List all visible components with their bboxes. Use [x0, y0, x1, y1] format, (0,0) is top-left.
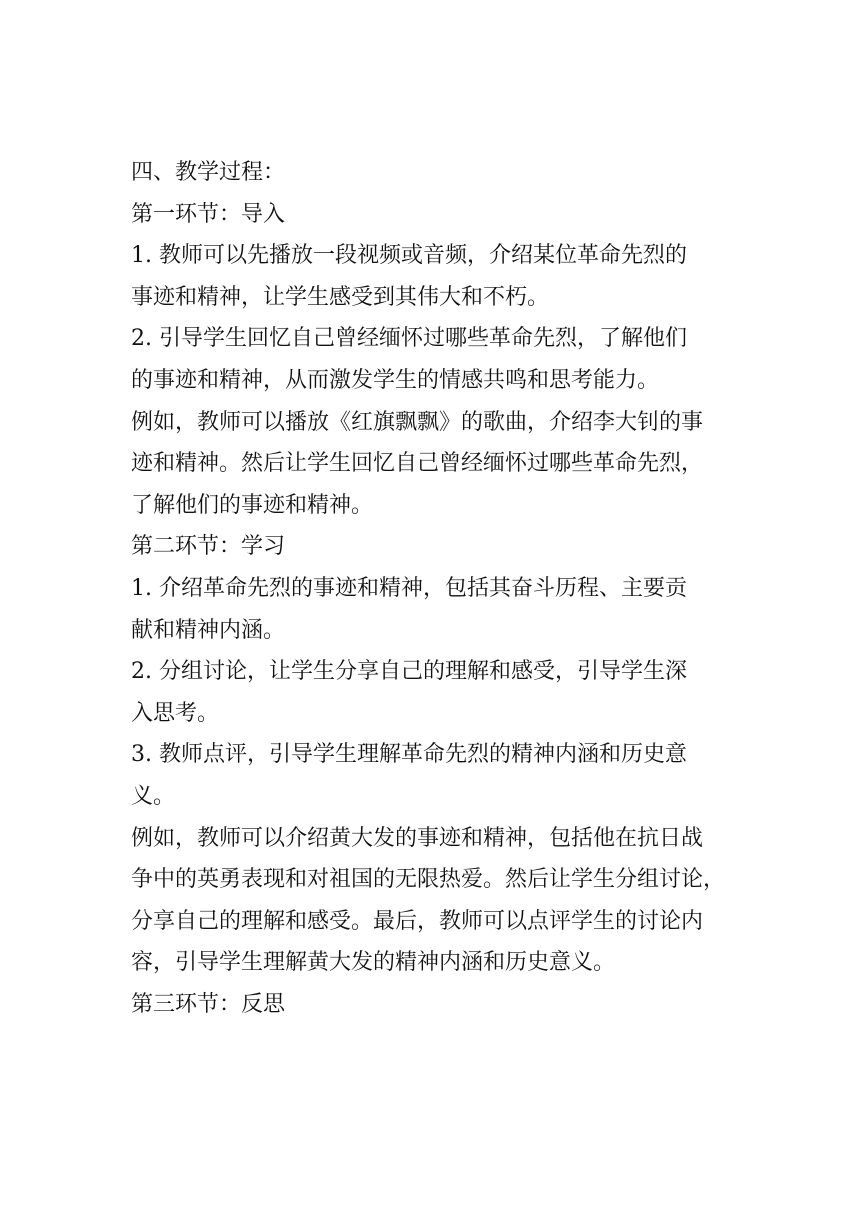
text-line: 2. 引导学生回忆自己曾经缅怀过哪些革命先烈，了解他们	[131, 326, 687, 352]
document-body	[131, 152, 743, 1025]
text-line: 分享自己的理解和感受。最后，教师可以点评学生的讨论内	[131, 908, 704, 934]
text-line: 3. 教师点评，引导学生理解革命先烈的精神内涵和历史意	[131, 742, 687, 768]
text-line: 入思考。	[131, 700, 220, 726]
subsection-heading: 第三环节：反思	[131, 991, 286, 1017]
text-line: 例如，教师可以播放《红旗飘飘》的歌曲，介绍李大钊的事	[131, 409, 704, 435]
text-line: 了解他们的事迹和精神。	[131, 492, 374, 518]
text-line: 争中的英勇表现和对祖国的无限热爱。然后让学生分组讨论，	[131, 867, 726, 893]
section-heading: 四、教学过程：	[131, 160, 286, 185]
text-line: 例如，教师可以介绍黄大发的事迹和精神，包括他在抗日战	[131, 825, 704, 851]
text-line: 义。	[131, 783, 176, 809]
text-line: 献和精神内涵。	[131, 617, 286, 643]
text-line: 的事迹和精神，从而激发学生的情感共鸣和思考能力。	[131, 367, 660, 393]
text-line: 迹和精神。然后让学生回忆自己曾经缅怀过哪些革命先烈，	[131, 451, 704, 477]
text-line: 容，引导学生理解黄大发的精神内涵和历史意义。	[131, 950, 616, 976]
text-line: 1. 介绍革命先烈的事迹和精神，包括其奋斗历程、主要贡	[131, 575, 687, 601]
text-line: 1. 教师可以先播放一段视频或音频，介绍某位革命先烈的	[131, 243, 687, 269]
subsection-heading: 第二环节：学习	[131, 534, 286, 560]
text-line: 事迹和精神，让学生感受到其伟大和不朽。	[131, 284, 550, 310]
text-line: 2. 分组讨论，让学生分享自己的理解和感受，引导学生深	[131, 659, 687, 685]
subsection-heading: 第一环节：导入	[131, 201, 286, 227]
